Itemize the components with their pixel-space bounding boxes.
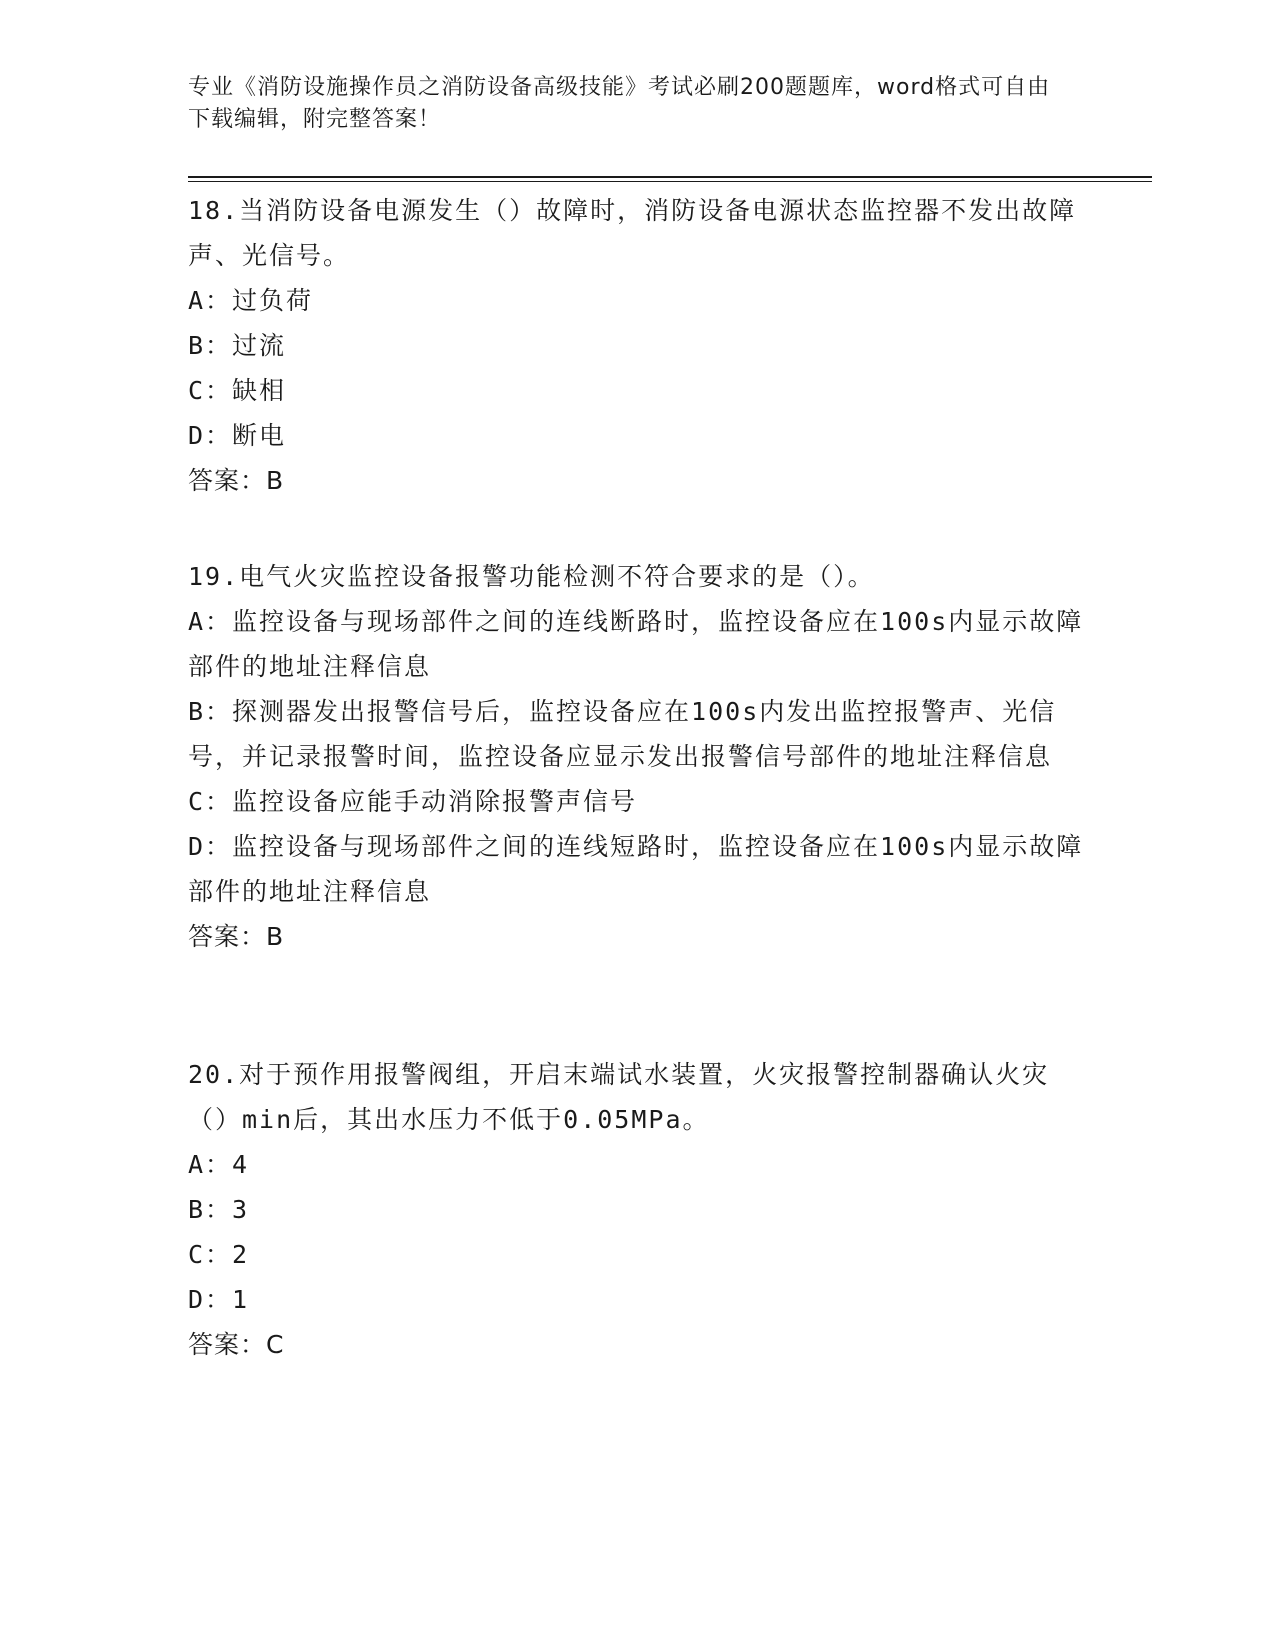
document-header: 专业《消防设施操作员之消防设备高级技能》考试必刷200题题库，word格式可自由下载编辑，附完整答案！ [188,75,1051,132]
question-stem: 19.电气火灾监控设备报警功能检测不符合要求的是（）。 [188,562,875,591]
answer: 答案：B [188,466,285,495]
header-divider-thick [188,176,1152,178]
option-b: B：探测器发出报警信号后，监控设备应在100s内发出监控报警声、光信号，并记录报警时间，监控设备应显示发出报警信号部件的地址注释信息 [188,697,1057,771]
question-20 [188,1052,1088,1367]
question-stem: 18.当消防设备电源发生（）故障时，消防设备电源状态监控器不发出故障声、光信号。 [188,196,1077,270]
option-c: C：2 [188,1240,250,1269]
option-d: D：1 [188,1285,250,1314]
option-a: A：过负荷 [188,286,314,315]
option-d: D：断电 [188,421,287,450]
option-a: A：4 [188,1150,250,1179]
option-d: D：监控设备与现场部件之间的连线短路时，监控设备应在100s内显示故障部件的地址注释信息 [188,832,1084,906]
answer: 答案：C [188,1330,285,1359]
option-a: A：监控设备与现场部件之间的连线断路时，监控设备应在100s内显示故障部件的地址注释信息 [188,607,1084,681]
option-b: B：3 [188,1195,250,1224]
question-18 [188,188,1088,503]
question-stem: 20.对于预作用报警阀组，开启末端试水装置，火灾报警控制器确认火灾（）min后，其出水压力不低于0.05MPa。 [188,1060,1050,1134]
question-19 [188,554,1088,959]
option-b: B：过流 [188,331,287,360]
option-c: C：缺相 [188,376,287,405]
header-divider-thin [188,181,1152,182]
option-c: C：监控设备应能手动消除报警声信号 [188,787,638,816]
answer: 答案：B [188,922,285,951]
